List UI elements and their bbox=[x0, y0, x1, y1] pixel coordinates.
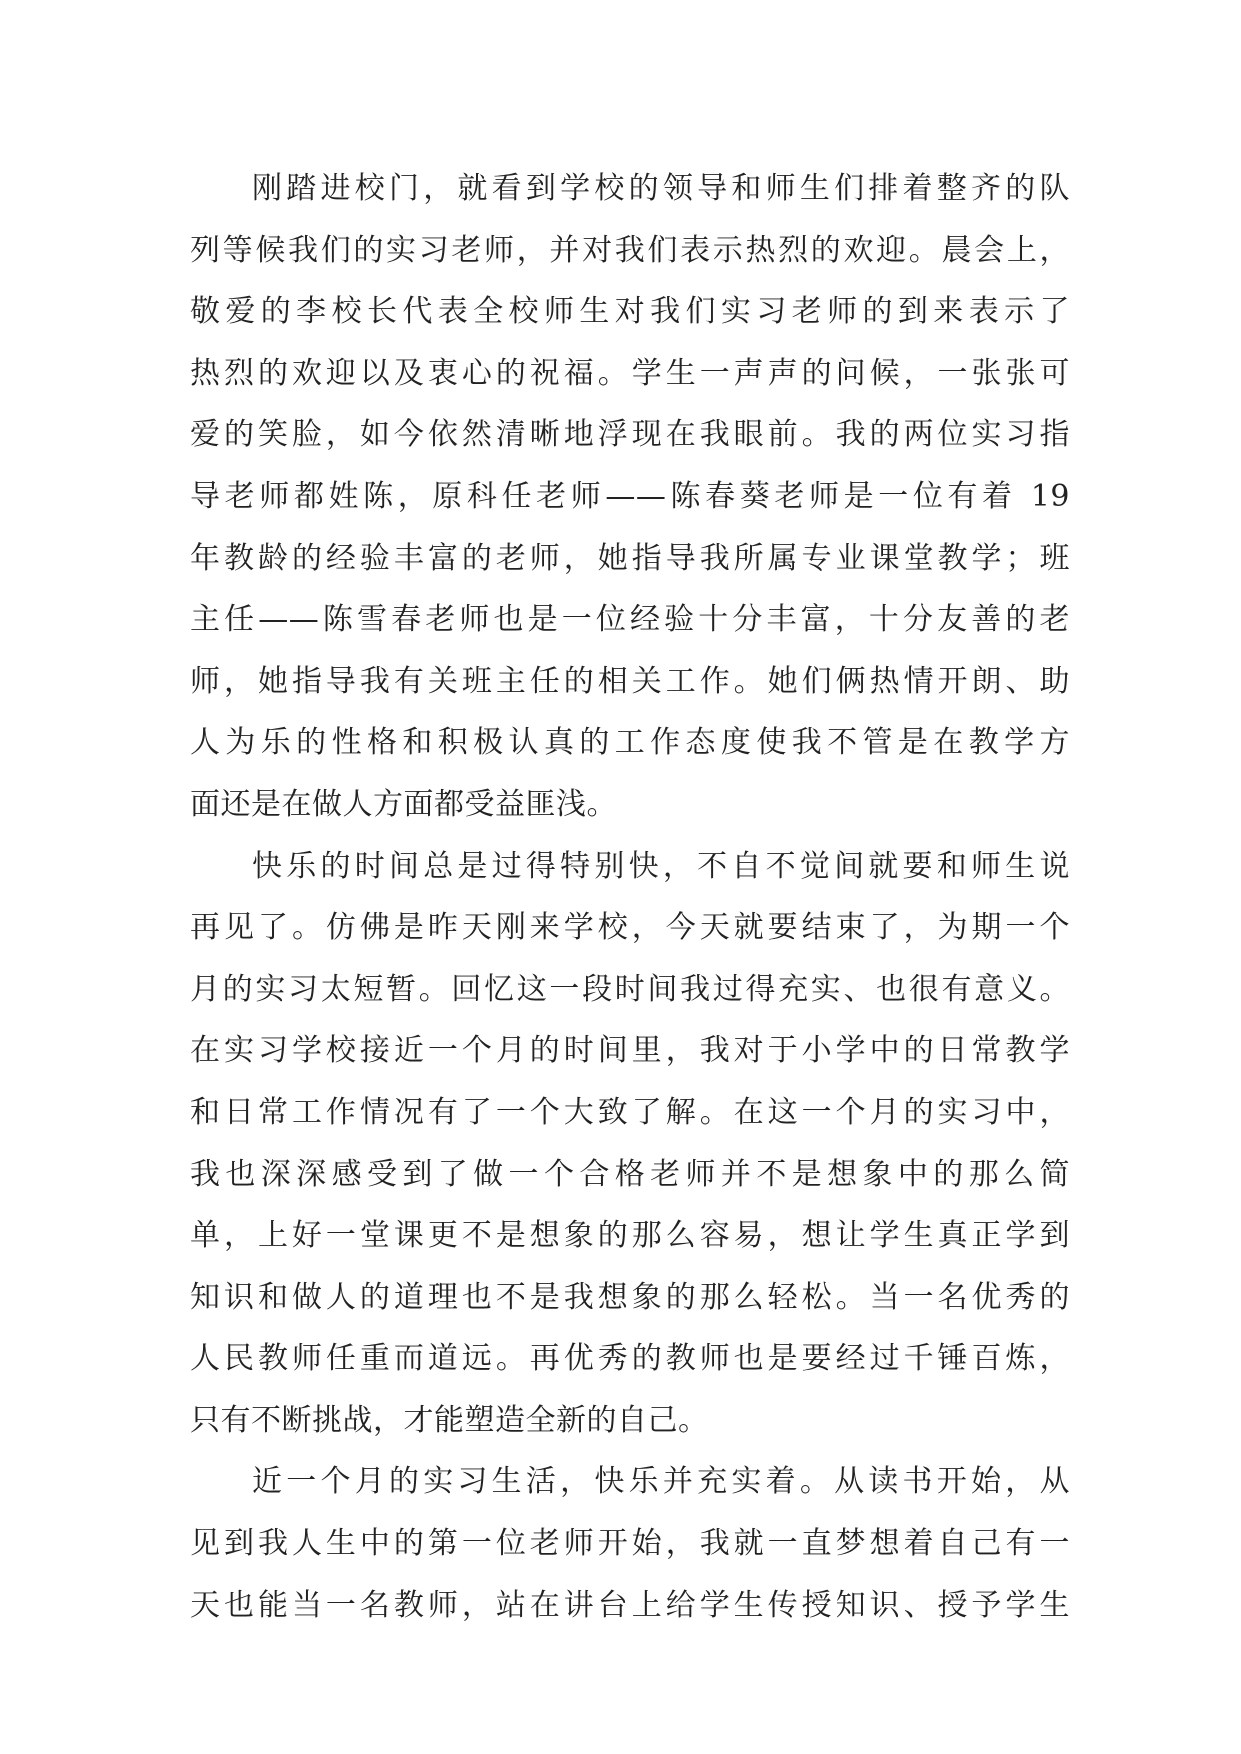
paragraph-3 bbox=[190, 1451, 1070, 1636]
text-line: 师，她指导我有关班主任的相关工作。她们俩热情开朗、助 bbox=[190, 663, 1070, 699]
document-body bbox=[190, 158, 1070, 1636]
text-line: 导老师都姓陈，原科任老师——陈春葵老师是一位有着 19 bbox=[190, 478, 1070, 514]
text-line: 单，上好一堂课更不是想象的那么容易，想让学生真正学到 bbox=[190, 1218, 1070, 1254]
paragraph-1 bbox=[190, 158, 1070, 836]
text-line: 月的实习太短暂。回忆这一段时间我过得充实、也很有意义。 bbox=[190, 971, 1070, 1007]
text-line: 主任——陈雪春老师也是一位经验十分丰富，十分友善的老 bbox=[190, 602, 1070, 638]
text-line: 热烈的欢迎以及衷心的祝福。学生一声声的问候，一张张可 bbox=[190, 355, 1070, 391]
text-line: 快乐的时间总是过得特别快，不自不觉间就要和师生说 bbox=[252, 848, 1070, 884]
text-line: 面还是在做人方面都受益匪浅。 bbox=[190, 786, 617, 822]
text-line: 刚踏进校门，就看到学校的领导和师生们排着整齐的队 bbox=[252, 171, 1070, 206]
text-line: 再见了。仿佛是昨天刚来学校，今天就要结束了，为期一个 bbox=[190, 910, 1070, 946]
text-line: 人为乐的性格和积极认真的工作态度使我不管是在教学方 bbox=[190, 725, 1070, 761]
text-line: 只有不断挑战，才能塑造全新的自己。 bbox=[190, 1402, 709, 1438]
text-line: 敬爱的李校长代表全校师生对我们实习老师的到来表示了 bbox=[190, 294, 1070, 330]
text-line: 天也能当一名教师，站在讲台上给学生传授知识、授予学生 bbox=[190, 1587, 1070, 1623]
text-line: 我也深深感受到了做一个合格老师并不是想象中的那么简 bbox=[190, 1156, 1070, 1192]
text-line: 爱的笑脸，如今依然清晰地浮现在我眼前。我的两位实习指 bbox=[190, 417, 1070, 453]
text-line: 知识和做人的道理也不是我想象的那么轻松。当一名优秀的 bbox=[190, 1279, 1070, 1315]
text-line: 近一个月的实习生活，快乐并充实着。从读书开始，从 bbox=[252, 1464, 1070, 1500]
text-line: 人民教师任重而道远。再优秀的教师也是要经过千锤百炼， bbox=[190, 1341, 1070, 1377]
paragraph-2 bbox=[190, 836, 1070, 1452]
text-line: 和日常工作情况有了一个大致了解。在这一个月的实习中， bbox=[190, 1094, 1070, 1130]
text-line: 年教龄的经验丰富的老师，她指导我所属专业课堂教学；班 bbox=[190, 540, 1070, 576]
text-line: 列等候我们的实习老师，并对我们表示热烈的欢迎。晨会上， bbox=[190, 232, 1070, 268]
text-line: 在实习学校接近一个月的时间里，我对于小学中的日常教学 bbox=[190, 1033, 1070, 1069]
text-line: 见到我人生中的第一位老师开始，我就一直梦想着自己有一 bbox=[190, 1526, 1070, 1562]
